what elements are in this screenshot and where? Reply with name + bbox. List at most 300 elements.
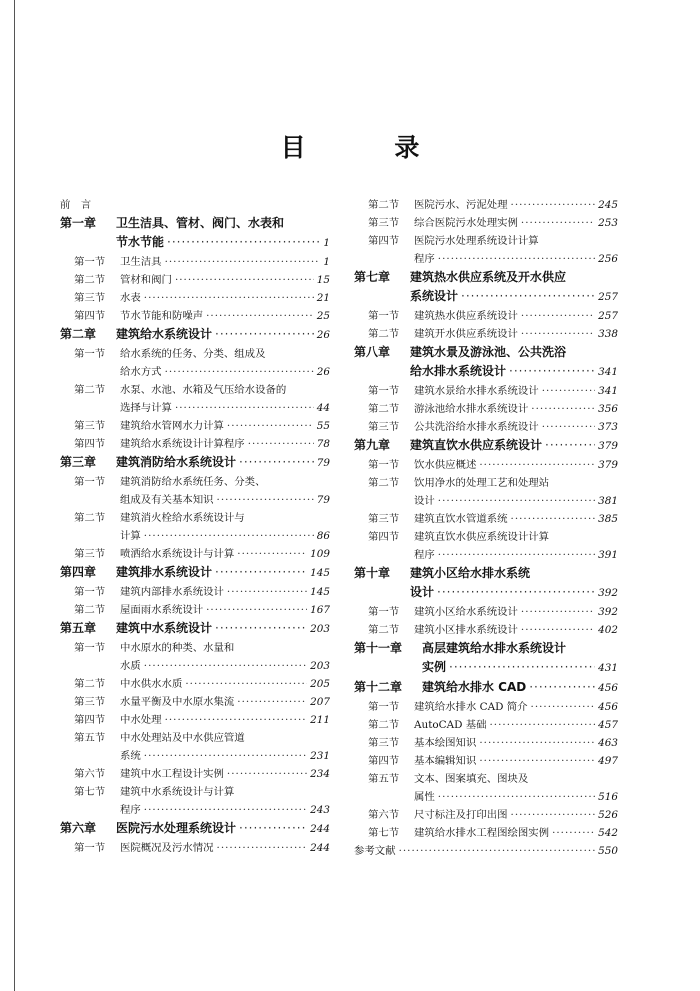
page-number: 379 xyxy=(598,440,618,452)
entry-title-line xyxy=(116,325,330,345)
entry-title-line xyxy=(414,770,618,788)
toc-section-entry xyxy=(354,603,618,621)
toc-section-entry xyxy=(60,307,330,325)
toc-section-entry xyxy=(60,253,330,271)
dot-leader xyxy=(144,527,314,545)
entry-title-text: 水泵、水池、水箱及气压给水设备的 xyxy=(120,384,287,396)
entry-title-block xyxy=(60,563,330,583)
entry-title-text: 中水处理站及中水供应管道 xyxy=(120,732,245,744)
entry-title-line xyxy=(120,527,330,545)
toc-section-entry xyxy=(354,456,618,474)
page-number: 550 xyxy=(598,845,618,857)
entry-title-text: 喷洒给水系统设计与计算 xyxy=(120,548,235,560)
entry-title-text: 中水处理 xyxy=(120,714,162,726)
section-number: 第三节 xyxy=(74,548,106,560)
page-number: 456 xyxy=(598,682,618,694)
dot-leader xyxy=(490,716,596,734)
page-number: 203 xyxy=(310,660,330,672)
section-number: 第三节 xyxy=(368,513,400,525)
dot-leader xyxy=(248,435,314,453)
page-number: 145 xyxy=(310,586,330,598)
page-number: 431 xyxy=(598,662,618,674)
entry-title-text: 文本、图案填充、图块及 xyxy=(414,773,529,785)
toc-section-entry xyxy=(354,824,618,842)
entry-title-text: 建筑给水排水工程图绘图实例 xyxy=(414,827,550,839)
toc-section-entry xyxy=(354,325,618,343)
section-number: 第一节 xyxy=(74,348,106,360)
entry-title-block xyxy=(60,214,330,253)
entry-title-text: 选择与计算 xyxy=(120,402,172,414)
section-number: 第一节 xyxy=(368,385,400,397)
toc-section-entry xyxy=(354,698,618,716)
dot-leader xyxy=(461,287,595,306)
entry-title-text: 建筑热水供应系统及开水供应 xyxy=(410,270,567,284)
entry-title-text: 给水系统的任务、分类、组成及 xyxy=(120,348,266,360)
page-number: 79 xyxy=(316,494,330,506)
entry-title-text: AutoCAD 基础 xyxy=(414,719,487,731)
chapter-number: 第六章 xyxy=(60,821,97,835)
entry-title-text: 中水供水水质 xyxy=(120,678,183,690)
toc-front-entry xyxy=(354,842,618,860)
page-number: 245 xyxy=(598,199,618,211)
section-number: 第一节 xyxy=(74,642,106,654)
toc-section-entry xyxy=(354,770,618,806)
dot-leader xyxy=(237,693,307,711)
entry-title-text: 中水原水的种类、水量和 xyxy=(120,642,235,654)
dot-leader xyxy=(545,436,595,455)
page-number: 391 xyxy=(598,549,618,561)
page-number: 21 xyxy=(316,292,330,304)
page-number: 25 xyxy=(316,310,330,322)
page-number: 243 xyxy=(310,804,330,816)
toc-section-entry xyxy=(60,289,330,307)
entry-title-line xyxy=(120,271,330,289)
entry-title-line xyxy=(120,675,330,693)
page-number: 526 xyxy=(598,809,618,821)
dot-leader xyxy=(175,271,314,289)
toc-right-column xyxy=(354,196,618,860)
entry-title-text: 程序 xyxy=(414,253,435,265)
dot-leader xyxy=(227,583,307,601)
section-number: 第四节 xyxy=(74,714,106,726)
toc-section-entry xyxy=(60,473,330,509)
entry-title-text: 实例 xyxy=(422,660,447,674)
entry-title-line xyxy=(116,453,330,473)
entry-title-text: 属性 xyxy=(414,791,435,803)
toc-section-entry xyxy=(354,474,618,510)
dot-leader xyxy=(438,492,595,510)
entry-title-text: 建筑给水管网水力计算 xyxy=(120,420,224,432)
section-number: 第一节 xyxy=(368,459,400,471)
dot-leader xyxy=(438,788,595,806)
entry-title-text: 医院污水处理系统设计 xyxy=(116,821,237,835)
dot-leader xyxy=(531,400,595,418)
entry-title-line xyxy=(120,765,330,783)
toc-chapter-entry xyxy=(354,639,618,678)
entry-title-line xyxy=(116,233,330,253)
entry-title-line xyxy=(120,839,330,857)
toc-section-entry xyxy=(354,196,618,214)
toc-section-entry xyxy=(354,382,618,400)
entry-title-line xyxy=(414,418,618,436)
dot-leader xyxy=(144,801,307,819)
toc-section-entry xyxy=(60,601,330,619)
entry-title-text: 建筑小区给水排水系统 xyxy=(410,566,531,580)
entry-title-line xyxy=(414,698,618,716)
entry-title-line xyxy=(116,619,330,639)
dot-leader xyxy=(509,362,595,381)
entry-title-text: 建筑内部排水系统设计 xyxy=(120,586,224,598)
page-number: 253 xyxy=(598,217,618,229)
entry-title-text: 饮用净水的处理工艺和处理站 xyxy=(414,477,550,489)
toc-section-entry xyxy=(60,509,330,545)
toc-chapter-entry xyxy=(60,819,330,839)
toc-chapter-entry xyxy=(354,678,618,698)
entry-title-text: 建筑热水供应系统设计 xyxy=(414,310,518,322)
entry-title-text: 综合医院污水处理实例 xyxy=(414,217,518,229)
entry-title-line xyxy=(414,325,618,343)
toc-chapter-entry xyxy=(354,268,618,307)
page-number: 338 xyxy=(598,328,618,340)
entry-title-line xyxy=(422,639,618,658)
entry-title-line xyxy=(410,362,618,382)
dot-leader xyxy=(449,658,595,677)
entry-title-block xyxy=(354,268,618,307)
dot-leader xyxy=(227,765,307,783)
toc-section-entry xyxy=(354,232,618,268)
toc-section-entry xyxy=(60,545,330,563)
entry-title-block xyxy=(354,436,618,456)
toc-section-entry xyxy=(354,806,618,824)
page-number: 392 xyxy=(598,606,618,618)
page-number: 79 xyxy=(316,457,330,469)
dot-leader xyxy=(165,253,321,271)
entry-title-text: 组成及有关基本知识 xyxy=(120,494,214,506)
entry-title-text: 建筑给水排水 CAD 简介 xyxy=(414,701,528,713)
dot-leader xyxy=(215,619,307,638)
entry-title-line xyxy=(120,729,330,747)
section-number: 第三节 xyxy=(368,421,400,433)
dot-leader xyxy=(185,675,307,693)
entry-title-text: 建筑直饮水供应系统设计计算 xyxy=(414,531,550,543)
page-number: 78 xyxy=(316,438,330,450)
entry-title-block xyxy=(60,619,330,639)
entry-title-text: 建筑中水系统设计 xyxy=(116,621,213,635)
entry-title-line xyxy=(414,716,618,734)
entry-title-text: 医院概况及污水情况 xyxy=(120,842,214,854)
entry-title-text: 建筑消防给水系统设计 xyxy=(116,455,237,469)
toc-chapter-entry xyxy=(60,619,330,639)
entry-title-line xyxy=(410,287,618,307)
entry-title-text: 游泳池给水排水系统设计 xyxy=(414,403,529,415)
dot-leader xyxy=(521,325,595,343)
entry-title-text: 计算 xyxy=(120,530,141,542)
entry-title-text: 卫生洁具 xyxy=(120,256,162,268)
entry-title-text: 系统 xyxy=(120,750,141,762)
chapter-number: 第五章 xyxy=(60,621,97,635)
entry-title-line xyxy=(120,307,330,325)
toc-chapter-entry xyxy=(60,325,330,345)
section-number: 第三节 xyxy=(74,420,106,432)
entry-title-text: 建筑水景及游泳池、公共洗浴 xyxy=(410,345,567,359)
toc-chapter-entry xyxy=(354,436,618,456)
chapter-number: 第七章 xyxy=(354,270,391,284)
page-number: 392 xyxy=(598,587,618,599)
dot-leader xyxy=(239,819,307,838)
page-title: 目 录 xyxy=(280,133,460,162)
page-number: 341 xyxy=(598,366,618,378)
entry-title-line xyxy=(414,196,618,214)
chapter-number: 第十章 xyxy=(354,566,391,580)
dot-leader xyxy=(167,233,320,252)
page-number: 257 xyxy=(598,291,618,303)
toc-section-entry xyxy=(354,400,618,418)
dot-leader xyxy=(479,752,595,770)
page-number: 373 xyxy=(598,421,618,433)
section-number: 第二节 xyxy=(368,624,400,636)
page-number: 402 xyxy=(598,624,618,636)
entry-title-block xyxy=(354,842,618,860)
section-number: 第一节 xyxy=(74,256,106,268)
section-number: 第三节 xyxy=(74,292,106,304)
entry-title-line xyxy=(410,268,618,287)
entry-title-text: 建筑给水系统设计 xyxy=(116,327,213,341)
dot-leader xyxy=(511,510,596,528)
page-number: 457 xyxy=(598,719,618,731)
entry-title-block xyxy=(354,343,618,382)
page-number: 385 xyxy=(598,513,618,525)
toc-section-entry xyxy=(354,214,618,232)
entry-title-text: 建筑消火栓给水系统设计与 xyxy=(120,512,245,524)
toc-section-entry xyxy=(60,381,330,417)
page-number: 356 xyxy=(598,403,618,415)
dot-leader xyxy=(237,545,307,563)
entry-title-text: 水量平衡及中水原水集流 xyxy=(120,696,235,708)
dot-leader xyxy=(479,456,595,474)
toc-section-entry xyxy=(60,345,330,381)
page-number: 234 xyxy=(310,768,330,780)
entry-title-line xyxy=(120,693,330,711)
entry-title-line xyxy=(120,583,330,601)
page-number: 379 xyxy=(598,459,618,471)
section-number: 第一节 xyxy=(74,476,106,488)
section-number: 第四节 xyxy=(368,531,400,543)
toc-chapter-entry xyxy=(60,453,330,473)
entry-title-line xyxy=(414,734,618,752)
entry-title-text: 建筑中水系统设计与计算 xyxy=(120,786,235,798)
toc-section-entry xyxy=(60,765,330,783)
section-number: 第二节 xyxy=(368,403,400,415)
entry-title-text: 建筑给水系统设计计算程序 xyxy=(120,438,245,450)
page-number: 463 xyxy=(598,737,618,749)
page-number: 1 xyxy=(323,256,330,268)
chapter-number: 第三章 xyxy=(60,455,97,469)
entry-title-text: 建筑小区排水系统设计 xyxy=(414,624,518,636)
dot-leader xyxy=(542,418,595,436)
entry-title-line xyxy=(116,214,330,233)
entry-title-line xyxy=(414,528,618,546)
section-number: 第二节 xyxy=(368,719,400,731)
dot-leader xyxy=(217,491,314,509)
entry-title-line xyxy=(414,621,618,639)
entry-title-block xyxy=(354,564,618,603)
page-number: 257 xyxy=(598,310,618,322)
entry-title-text: 建筑中水工程设计实例 xyxy=(120,768,224,780)
toc-section-entry xyxy=(354,716,618,734)
entry-title-line xyxy=(120,345,330,363)
page-number: 341 xyxy=(598,385,618,397)
entry-title-line xyxy=(414,603,618,621)
toc-chapter-entry xyxy=(60,563,330,583)
toc-section-entry xyxy=(60,693,330,711)
entry-title-line xyxy=(410,583,618,603)
dot-leader xyxy=(239,453,314,472)
entry-title-text: 卫生洁具、管材、阀门、水表和 xyxy=(116,216,285,230)
entry-title-line xyxy=(120,545,330,563)
toc-section-entry xyxy=(60,711,330,729)
section-number: 第六节 xyxy=(368,809,400,821)
entry-title-line xyxy=(120,399,330,417)
entry-title-line xyxy=(414,510,618,528)
entry-title-line xyxy=(120,381,330,399)
entry-title-line xyxy=(60,196,330,214)
entry-title-line xyxy=(410,343,618,362)
page-number: 244 xyxy=(310,823,330,835)
page-number: 205 xyxy=(310,678,330,690)
entry-title-text: 建筑消防给水系统任务、分类、 xyxy=(120,476,266,488)
dot-leader xyxy=(437,583,595,602)
dot-leader xyxy=(521,621,595,639)
dot-leader xyxy=(511,806,596,824)
section-number: 第五节 xyxy=(74,732,106,744)
entry-title-line xyxy=(120,639,330,657)
entry-title-line xyxy=(414,752,618,770)
entry-title-text: 建筑水景给水排水系统设计 xyxy=(414,385,539,397)
entry-title-block xyxy=(60,325,330,345)
entry-title-line xyxy=(422,658,618,678)
entry-title-line xyxy=(414,307,618,325)
page-number: 44 xyxy=(316,402,330,414)
entry-title-line xyxy=(414,456,618,474)
toc-chapter-entry xyxy=(354,343,618,382)
section-number: 第六节 xyxy=(74,768,106,780)
entry-title-text: 参考文献 xyxy=(354,845,396,857)
toc-section-entry xyxy=(354,528,618,564)
dot-leader xyxy=(542,382,595,400)
section-number: 第一节 xyxy=(368,310,400,322)
dot-leader xyxy=(215,325,314,344)
entry-title-line xyxy=(120,253,330,271)
entry-title-text: 管材和阀门 xyxy=(120,274,172,286)
entry-title-text: 给水排水系统设计 xyxy=(410,364,507,378)
entry-title-block xyxy=(60,819,330,839)
dot-leader xyxy=(144,289,314,307)
entry-title-line xyxy=(410,564,618,583)
dot-leader xyxy=(438,546,595,564)
entry-title-block xyxy=(60,196,330,214)
section-number: 第二节 xyxy=(74,274,106,286)
toc-section-entry xyxy=(354,418,618,436)
entry-title-text: 建筑开水供应系统设计 xyxy=(414,328,518,340)
entry-title-text: 尺寸标注及打印出图 xyxy=(414,809,508,821)
entry-title-text: 医院污水、污泥处理 xyxy=(414,199,508,211)
dot-leader xyxy=(438,250,595,268)
entry-title-line xyxy=(116,563,330,583)
dot-leader xyxy=(552,824,595,842)
section-number: 第一节 xyxy=(74,842,106,854)
toc-section-entry xyxy=(354,734,618,752)
dot-leader xyxy=(521,307,595,325)
entry-title-line xyxy=(120,801,330,819)
entry-title-line xyxy=(414,546,618,564)
chapter-number: 第十一章 xyxy=(354,641,403,655)
page-number: 456 xyxy=(598,701,618,713)
entry-title-text: 前 言 xyxy=(60,199,92,211)
page-number: 145 xyxy=(310,567,330,579)
chapter-number: 第二章 xyxy=(60,327,97,341)
entry-title-text: 基本绘图知识 xyxy=(414,737,477,749)
entry-title-text: 建筑小区给水系统设计 xyxy=(414,606,518,618)
entry-title-text: 屋面雨水系统设计 xyxy=(120,604,204,616)
entry-title-line xyxy=(120,509,330,527)
dot-leader xyxy=(511,196,596,214)
entry-title-text: 程序 xyxy=(120,804,141,816)
entry-title-text: 设计 xyxy=(410,585,435,599)
page-number: 211 xyxy=(310,714,330,726)
chapter-number: 第八章 xyxy=(354,345,391,359)
dot-leader xyxy=(227,417,314,435)
section-number: 第三节 xyxy=(368,217,400,229)
dot-leader xyxy=(215,563,307,582)
entry-title-text: 基本编辑知识 xyxy=(414,755,477,767)
section-number: 第二节 xyxy=(74,384,106,396)
entry-title-line xyxy=(120,417,330,435)
toc-section-entry xyxy=(354,307,618,325)
chapter-number: 第四章 xyxy=(60,565,97,579)
entry-title-text: 节水节能 xyxy=(116,235,165,249)
section-number: 第四节 xyxy=(74,310,106,322)
entry-title-line xyxy=(120,491,330,509)
page-number: 256 xyxy=(598,253,618,265)
toc-left-column xyxy=(60,196,330,857)
dot-leader xyxy=(521,603,595,621)
entry-title-text: 系统设计 xyxy=(410,289,459,303)
entry-title-line xyxy=(414,806,618,824)
toc-section-entry xyxy=(354,621,618,639)
entry-title-text: 高层建筑给水排水系统设计 xyxy=(422,641,567,655)
section-number: 第二节 xyxy=(74,604,106,616)
entry-title-text: 建筑给水排水 CAD xyxy=(422,680,527,694)
toc-front-entry xyxy=(60,196,330,214)
entry-title-text: 公共洗浴给水排水系统设计 xyxy=(414,421,539,433)
entry-title-line xyxy=(120,711,330,729)
dot-leader xyxy=(217,839,308,857)
entry-title-text: 给水方式 xyxy=(120,366,162,378)
chapter-number: 第九章 xyxy=(354,438,391,452)
dot-leader xyxy=(206,307,314,325)
entry-title-line xyxy=(116,819,330,839)
page-number: 207 xyxy=(310,696,330,708)
page-number: 15 xyxy=(316,274,330,286)
toc-section-entry xyxy=(60,729,330,765)
section-number: 第一节 xyxy=(74,586,106,598)
page-number: 86 xyxy=(316,530,330,542)
dot-leader xyxy=(521,214,595,232)
chapter-number: 第一章 xyxy=(60,216,97,230)
section-number: 第七节 xyxy=(74,786,106,798)
entry-title-line xyxy=(354,842,618,860)
toc-section-entry xyxy=(354,510,618,528)
